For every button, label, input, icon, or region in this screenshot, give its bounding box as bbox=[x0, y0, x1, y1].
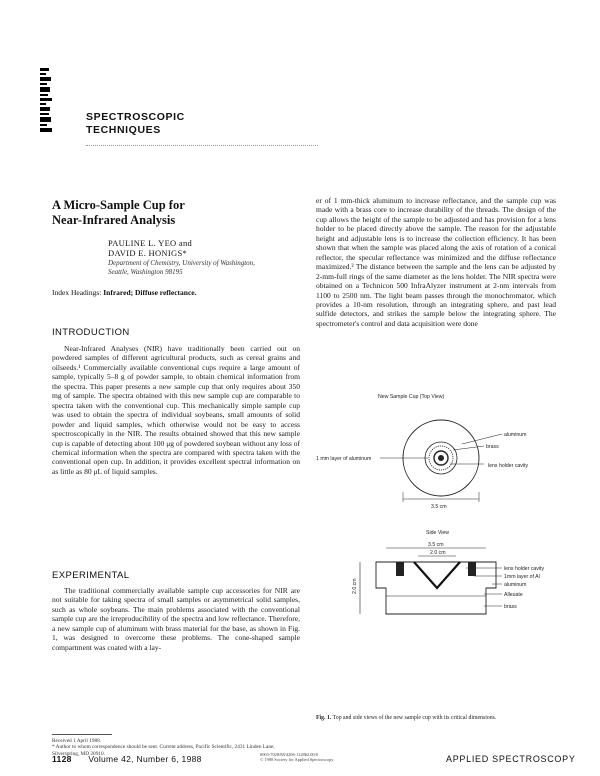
footer-left bbox=[52, 754, 202, 764]
affiliation-line2: Seattle, Washington 98195 bbox=[108, 268, 183, 276]
authors-line1: PAULINE L. YEO and bbox=[108, 238, 193, 248]
author-list bbox=[108, 238, 192, 258]
figure-caption bbox=[316, 715, 561, 722]
aluminum-wall-left bbox=[396, 562, 404, 576]
cone-tip bbox=[438, 455, 444, 461]
issn-line2: © 1988 Society for Applied Spectroscopy bbox=[260, 757, 334, 763]
page-number: 1128 bbox=[52, 754, 72, 764]
header-rule bbox=[86, 145, 318, 146]
index-label: Index Headings: bbox=[52, 288, 102, 297]
side-label-5: brass bbox=[504, 604, 517, 610]
side-view-title: Side View bbox=[426, 530, 449, 536]
side-label-1: lens holder cavity bbox=[504, 566, 545, 572]
right-column-body: er of 1 mm-thick aluminum to increase reflectance, and the sample cup was made with a brass core to increase durability of the threads. The design of the cup allows the height of the sample to be adjusted and has provision for a lens holder to be placed directly above the sample. The reason for the adjustable height and adjustable lens is to increase the collection efficiency. It has been shown that when the sample was placed along the axis of rotation of a conical reflector, the specular reflectance was minimized and the diffuse reflectance maximized.² The distance between the sample and the lens can be adjusted by 2-mm-full rings of the same diameter as the lens holder. The NIR spectra were obtained on a Technicon 500 InfraAlyzer instrument at 2-nm intervals from 1100 to 2500 nm. The light beam passes through the monochromator, which provides a 10-nm resolution, through an integrating sphere, and past lead sulfide detectors, and strikes the sample below the integrating sphere. The spectrometer's control and data acquisition were done bbox=[316, 196, 556, 328]
top-view-title: New Sample Cup (Top View) bbox=[378, 394, 445, 400]
dim-width: 3.5 cm bbox=[431, 504, 447, 510]
index-terms: Infrared; Diffuse reflectance. bbox=[103, 288, 197, 297]
side-label-3: aluminum bbox=[504, 582, 527, 588]
dim-top: 3.5 cm bbox=[428, 542, 444, 548]
dim-inner: 2.0 cm bbox=[430, 550, 446, 556]
label-brass: brass bbox=[486, 444, 499, 450]
affiliation-line1: Department of Chemistry, University of Washington, bbox=[108, 259, 255, 267]
journal-name: APPLIED SPECTROSCOPY bbox=[446, 754, 576, 764]
footnote-received: Received 1 April 1988. bbox=[52, 738, 102, 744]
side-label-4: Alleuate bbox=[504, 592, 523, 598]
title-line2: Near-Infrared Analysis bbox=[52, 213, 176, 227]
aluminum-wall-right bbox=[468, 562, 476, 576]
experimental-heading: EXPERIMENTAL bbox=[52, 570, 130, 581]
label-cavity: lens holder cavity bbox=[488, 463, 529, 469]
caption-label: Fig. 1. bbox=[316, 715, 332, 721]
cone-compartment bbox=[414, 562, 460, 588]
title-line1: A Micro-Sample Cup for bbox=[52, 198, 185, 212]
footnote-author: * Author to whom correspondence should be sent. Current address, Pacific Scientific, 2431 Linden Lane, Silverspring, MD 20910. bbox=[52, 744, 275, 757]
section-barcode bbox=[40, 68, 78, 134]
volume-info: Volume 42, Number 6, 1988 bbox=[88, 754, 202, 764]
dim-height: 2.0 cm bbox=[352, 578, 358, 594]
experimental-body: The traditional commercially available sample cup accessories for NIR are not suitable for taking spectra of small samples or asymmetrical solid samples, such as whole soybeans. The main problems associated with the conventional sample cup are the irreproducibility of the spectra and low reflectance. Therefore, a new sample cup of aluminum with brass material for the base, as shown in Fig. 1, was designed to overcome these problems. The cone-shaped sample compartment was coated with a lay- bbox=[52, 586, 300, 652]
intro-heading: INTRODUCTION bbox=[52, 327, 130, 338]
label-layer: 1 mm layer of aluminum bbox=[316, 456, 372, 462]
section-tag bbox=[86, 111, 185, 137]
article-title bbox=[52, 198, 302, 228]
issn-line1: 0003-7028/88/4206-1128$2.00/0 bbox=[260, 752, 319, 757]
side-label-2: 1mm layer of Al bbox=[504, 574, 540, 580]
label-aluminum: aluminum bbox=[504, 432, 527, 438]
caption-text: Top and side views of the new sample cup with its critical dimensions. bbox=[332, 715, 497, 721]
section-tag-line2: TECHNIQUES bbox=[86, 124, 161, 136]
authors-line2: DAVID E. HONIGS* bbox=[108, 248, 188, 258]
index-headings bbox=[52, 288, 196, 297]
affiliation bbox=[108, 259, 308, 277]
section-tag-line1: SPECTROSCOPIC bbox=[86, 111, 185, 123]
footer-issn bbox=[260, 752, 333, 762]
intro-body: Near-Infrared Analyses (NIR) have traditionally been carried out on powdered samples of different agricultural products, such as cereal grains and oilseeds.¹ Commercially available conventional cups require a large amount of sample, typically 5–8 g of powder sample, to obtain chemical information from the spectra. This paper presents a new sample cup that only requires about 350 mg of sample. The spectra obtained with this new sample cup are comparable to spectra taken with the conventional cup. This mechanically simple sample cup was used to obtain the spectra of individual soybeans, small amounts of solid powder and liquid samples, which otherwise would not be easy to access spectroscopically in the NIR. The results obtained showed that this new sample cup is capable of detecting about 100 μg of powdered soybean without any loss of chemical information when the spectra are compared with spectra taken with the conventional open cup. In addition, it provides excellent spectral information on as little as 80 μL of liquid samples. bbox=[52, 344, 301, 476]
footnote-rule bbox=[52, 734, 112, 735]
figure-1 bbox=[316, 384, 576, 714]
